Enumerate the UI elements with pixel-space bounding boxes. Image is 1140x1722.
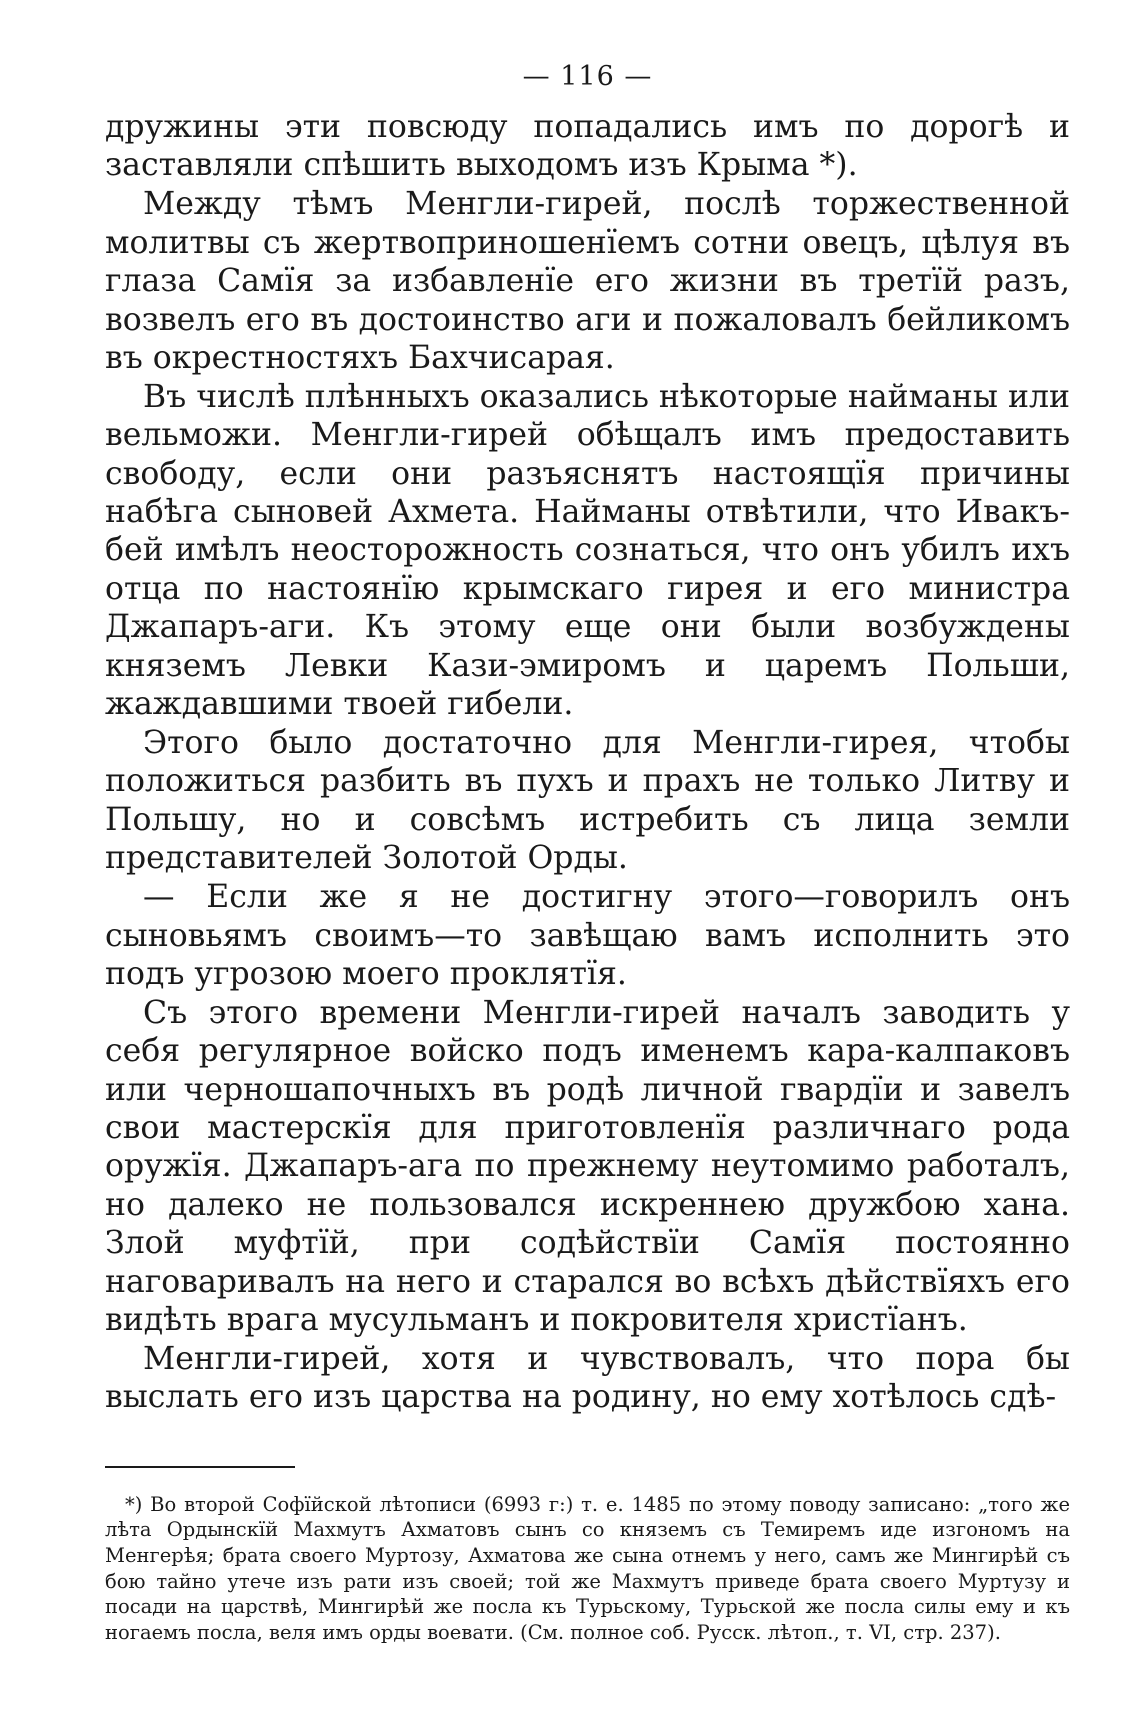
footnote-text: *) Во второй Софїйской лѣтописи (6993 г:) т. е. 1485 по этому поводу записано: „того же лѣта Ордынскїй Махмутъ Ахматовъ сынъ со княземъ съ Темиремъ иде изгономъ на Менгерѣя; брата своего Муртозу, Ахматова же сына отнемъ у него, самъ же Мингирѣй съ бою тайно утече изъ рати изъ своей; той же Махмутъ приведе брата своего Муртузу и посади на царствѣ, Мингирѣй же посла къ Турьскому, Турьской же посла силы ему и къ ногаемъ посла, веля имъ орды воевати. (См. полное соб. Русск. лѣтоп., т. VI, стр. 237).: [105, 1492, 1070, 1644]
paragraph: Менгли-гирей, хотя и чувствовалъ, что пора бы выслать его изъ царства на родину, но ему хотѣлось сдѣ-: [105, 1341, 1070, 1416]
footnote-divider: [105, 1466, 295, 1468]
paragraph: Этого было достаточно для Менгли-гирея, чтобы положиться разбить въ пухъ и прахъ не только Литву и Польшу, но и совсѣмъ истребить съ лица земли представителей Золотой Орды.: [105, 725, 1070, 877]
paragraph: Въ числѣ плѣнныхъ оказались нѣкоторые найманы или вельможи. Менгли-гирей обѣщалъ имъ предоставить свободу, если они разъяснятъ настоящїя причины набѣга сыновей Ахмета. Найманы отвѣтили, что Ивакъ-бей имѣлъ неосторожность сознаться, что онъ убилъ ихъ отца по настоянїю крымскаго гирея и его министра Джапаръ-аги. Къ этому еще они были возбуждены княземъ Левки Кази-эмиромъ и царемъ Польши, жаждавшими твоей гибели.: [105, 378, 1070, 723]
main-text: [105, 108, 1070, 1417]
paragraph: Между тѣмъ Менгли-гирей, послѣ торжественной молитвы съ жертвоприношенїемъ сотни овецъ, цѣлуя въ глаза Самїя за избавленїе его жизни въ третїй разъ, возвелъ его въ достоинство аги и пожаловалъ бейликомъ въ окрестностяхъ Бахчисарая.: [105, 186, 1070, 376]
paragraph: Съ этого времени Менгли-гирей началъ заводить у себя регулярное войско подъ именемъ кара-калпаковъ или черношапочныхъ въ родѣ личной гвардїи и завелъ свои мастерскїя для приготовленїя различнаго рода оружїя. Джапаръ-ага по прежнему неутомимо работалъ, но далеко не пользовался искреннею дружбою хана. Злой муфтїй, при содѣйствїи Самїя постоянно наговаривалъ на него и старался во всѣхъ дѣйствїяхъ его видѣть врага мусульманъ и покровителя христїанъ.: [105, 994, 1070, 1339]
paragraph: — Если же я не достигну этого—говорилъ онъ сыновьямъ своимъ—то завѣщаю вамъ исполнить это подъ угрозою моего проклятїя.: [105, 879, 1070, 992]
footnote: [105, 1492, 1070, 1646]
page-number: — 116 —: [522, 61, 653, 92]
book-page: [105, 52, 1070, 1645]
paragraph: дружины эти повсюду попадались имъ по дорогѣ и заставляли спѣшить выходомъ изъ Крыма *).: [105, 109, 1070, 184]
